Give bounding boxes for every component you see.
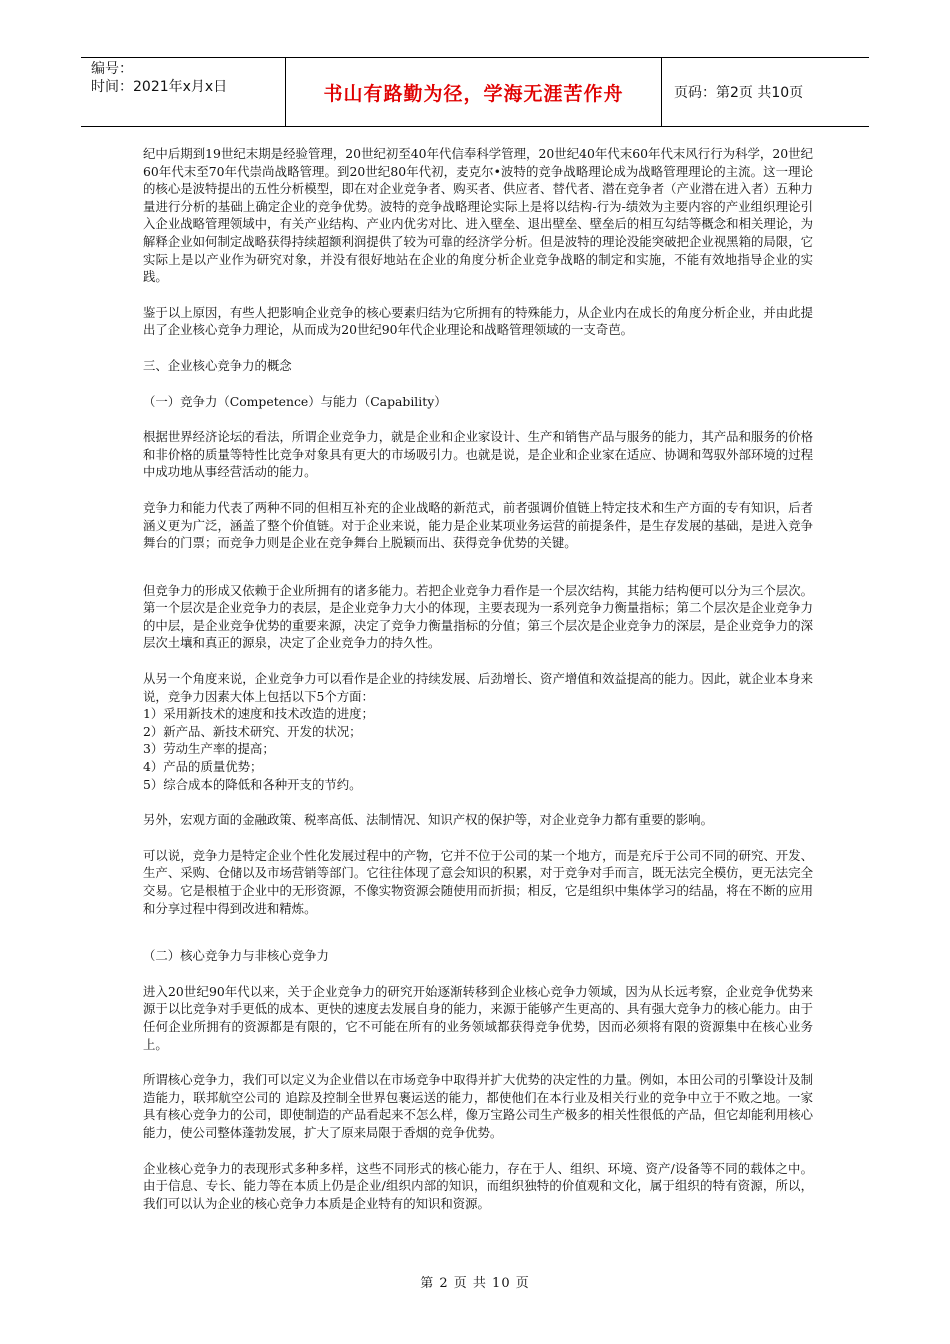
paragraph: 但竞争力的形成又依赖于企业所拥有的诸多能力。若把企业竞争力看作是一个层次结构，其能力结构便可以分为三个层次。第一个层次是企业竞争力的表层，是企业竞争力大小的体现，主要表现为一系列竞争力衡量指标；第二个层次是企业竞争力的中层，是企业竞争优势的重要来源，决定了竞争力衡量指标的分值；第三个层次是企业竞争力的深层，是企业竞争力的深层次土壤和真正的源泉，决定了企业竞争力的持久性。 — [143, 582, 813, 651]
list-item: 4）产品的质量优势； — [143, 759, 263, 775]
page-header — [81, 57, 869, 127]
subsection-heading: （二）核心竞争力与非核心竞争力 — [143, 948, 329, 964]
header-motto-cell — [286, 58, 662, 126]
paragraph: 进入20世纪90年代以来，关于企业竞争力的研究开始逐渐转移到企业核心竞争力领域，因为从长远考察，企业竞争优势来源于以比竞争对手更低的成本、更快的速度去发展自身的能力，来源于能够产生更高的、具有强大竞争力的核心能力。由于任何企业所拥有的资源都是有限的，它不可能在所有的业务领域都获得竞争优势，因而必须将有限的资源集中在核心业务上。 — [143, 983, 813, 1052]
motto-text: 书山有路勤为径，学海无涯苦作舟 — [323, 82, 624, 105]
time-label: 时间：2021年x月x日 — [91, 79, 228, 95]
paragraph: 根据世界经济论坛的看法，所谓企业竞争力，就是企业和企业家设计、生产和销售产品与服务的能力，其产品和服务的价格和非价格的质量等特性比竞争对象具有更大的市场吸引力。也就是说，是企业和企业家在适应、协调和驾驭外部环境的过程中成功地从事经营活动的能力。 — [143, 429, 813, 480]
paragraph: 另外，宏观方面的金融政策、税率高低、法制情况、知识产权的保护等，对企业竞争力都有重要的影响。 — [143, 812, 713, 828]
page-footer: 第 2 页 共 10 页 — [420, 1276, 530, 1291]
paragraph: 从另一个角度来说，企业竞争力可以看作是企业的持续发展、后劲增长、资产增值和效益提高的能力。因此，就企业本身来说，竞争力因素大体上包括以下5个方面： — [143, 671, 813, 704]
paragraph: 企业核心竞争力的表现形式多种多样，这些不同形式的核心能力，存在于人、组织、环境、资产/设备等不同的载体之中。由于信息、专长、能力等在本质上仍是企业/组织内部的知识，而组织独特的价值观和文化，属于组织的特有资源，所以，我们可以认为企业的核心竞争力本质是企业特有的知识和资源。 — [143, 1160, 813, 1211]
subsection-heading: （一）竞争力（Competence）与能力（Capability） — [143, 393, 447, 409]
paragraph: 所谓核心竞争力，我们可以定义为企业借以在市场竞争中取得并扩大优势的决定性的力量。例如，本田公司的引擎设计及制造能力，联邦航空公司的 追踪及控制全世界包裹运送的能力，都使他们在本行业及相关行业的竞争中立于不败之地。一家具有核心竞争力的公司，即使制造的产品看起来不怎么样，像万宝路公司生产极多的相关性很低的产品，但它却能利用核心能力，使公司整体蓬勃发展，扩大了原来局限于香烟的竞争优势。 — [143, 1072, 813, 1140]
header-meta-cell — [81, 58, 286, 126]
paragraph: 竞争力和能力代表了两种不同的但相互补充的企业战略的新范式，前者强调价值链上特定技术和生产方面的专有知识，后者涵义更为广泛，涵盖了整个价值链。对于企业来说，能力是企业某项业务运营的前提条件，是生存发展的基础，是进入竞争舞台的门票；而竞争力则是企业在竞争舞台上脱颖而出、获得竞争优势的关键。 — [143, 499, 813, 551]
paragraph: 纪中后期到19世纪末期是经验管理，20世纪初至40年代信奉科学管理，20世纪40年代末60年代末风行行为科学，20世纪60年代末至70年代崇尚战略管理。到20世纪80年代初，麦克尔•波特的竞争战略理论成为战略管理理论的主流。这一理论的核心是波特提出的五性分析模型，即在对企业竞争者、购买者、供应者、替代者、潜在竞争者（产业潜在进入者）五种力量进行分析的基础上确定企业的竞争优势。波特的竞争战略理论实际上是将以结构-行为-绩效为主要内容的产业组织理论引入企业战略管理领域中，有关产业结构、产业内优劣对比、进入壁垒、退出壁垒、壁垒后的相互勾结等概念和相关理论，为解释企业如何制定战略获得持续超额利润提供了较为可靠的经济学分析。但是波特的理论没能突破把企业视黑箱的局限，它实际上是以产业作为研究对象，并没有很好地站在企业的角度分析企业竞争战略的制定和实施，不能有效地指导企业的实践。 — [143, 146, 813, 285]
number-label: 编号： — [91, 61, 133, 77]
paragraph: 鉴于以上原因，有些人把影响企业竞争的核心要素归结为它所拥有的特殊能力，从企业内在成长的角度分析企业，并由此提出了企业核心竞争力理论，从而成为20世纪90年代企业理论和战略管理领域的一支奇芭。 — [143, 304, 813, 338]
header-page-cell — [662, 58, 869, 126]
page-number-label: 页码：第2页 共10页 — [674, 85, 804, 101]
section-heading: 三、企业核心竞争力的概念 — [143, 357, 292, 373]
factor-list — [143, 705, 813, 793]
list-item: 1）采用新技术的速度和技术改造的进度； — [143, 706, 374, 722]
list-item: 5）综合成本的降低和各种开支的节约。 — [143, 776, 362, 792]
list-item: 2）新产品、新技术研究、开发的状况； — [143, 723, 362, 739]
document-body — [143, 145, 813, 1230]
paragraph: 可以说，竞争力是特定企业个性化发展过程中的产物，它并不位于公司的某一个地方，而是充斥于公司不同的研究、开发、生产、采购、仓储以及市场营销等部门。它往往体现了意会知识的积累，对于竞争对手而言，既无法完全模仿，更无法完全交易。它是根植于企业中的无形资源，不像实物资源会随使用而折损；相反，它是组织中集体学习的结晶，将在不断的应用和分享过程中得到改进和精炼。 — [143, 847, 813, 916]
list-item: 3）劳动生产率的提高； — [143, 741, 275, 757]
